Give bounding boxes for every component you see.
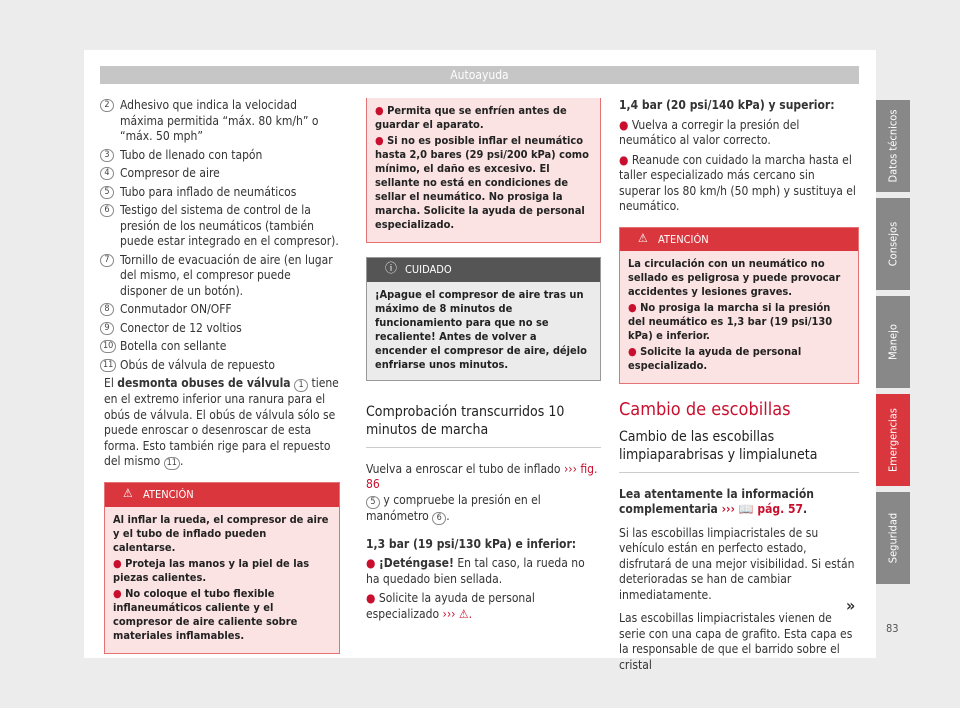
warning-bullet: ● Si no es posible inflar el neumático hasta 2,0 bares (29 psi/200 kPa) como mínimo, el daño es excesivo. El sellante no está en condiciones de sellar el neumático. No prosiga la marcha. Solicite la ayuda de personal especializado. bbox=[375, 134, 589, 231]
subheading: 1,4 bar (20 psi/140 kPa) y superior: bbox=[619, 98, 835, 112]
legend-item bbox=[104, 203, 340, 250]
legend-item bbox=[104, 98, 340, 145]
para-bold: desmonta obuses de válvula bbox=[117, 376, 291, 390]
legend-item bbox=[104, 185, 340, 201]
check-paragraph: Vuelva a enroscar el tubo de inflado ››› fig. 86 5 y compruebe la presión en el manómetro 6 . bbox=[366, 461, 598, 523]
legend-text: Testigo del sistema de control de la presión de los neumáticos (también puede estar integrado en el compresor). bbox=[120, 203, 339, 248]
legend-number: 9 bbox=[100, 322, 114, 335]
legend-number: 4 bbox=[100, 167, 114, 180]
tab-seguridad[interactable]: Seguridad bbox=[876, 492, 910, 584]
legend-text: Tubo para inflado de neumáticos bbox=[120, 184, 297, 199]
para-text: tiene en el extremo inferior una ranura para el obús de válvula. El obús de válvula sólo se puede enroscar o desenroscar de esta forma. Esto también rige para el repuesto del mismo bbox=[104, 376, 339, 468]
legend-text: Tornillo de evacuación de aire (en lugar del mismo, el compresor puede disponer de un botón). bbox=[120, 252, 333, 298]
warning-intro: La circulación con un neumático no sellado es peligrosa y puede provocar accidentes y lesiones graves. bbox=[628, 257, 841, 298]
lead-paragraph: Lea atentamente la información complementaria ››› 📖 pág. 57. bbox=[619, 486, 814, 516]
warning-box-continued bbox=[366, 98, 601, 243]
tab-manejo[interactable]: Manejo bbox=[876, 296, 910, 388]
caution-title: CUIDADO bbox=[405, 263, 452, 276]
legend-number: 7 bbox=[100, 254, 114, 267]
tab-emergencias[interactable]: Emergencias bbox=[876, 394, 910, 486]
section-title: Cambio de las escobillas limpiaparabrisas y limpialuneta bbox=[619, 428, 859, 473]
para-text: . bbox=[179, 454, 184, 468]
ref-number: 6 bbox=[432, 512, 446, 525]
caution-body: ¡Apague el compresor de aire tras un máximo de 8 minutos de funcionamiento para que no se recaliente! Antes de volver a encender el compresor de aire, déjelo enfriarse unos minutos. bbox=[367, 282, 600, 380]
warning-intro: Al inflar la rueda, el compresor de aire y el tubo de inflado pueden calentarse. bbox=[113, 512, 329, 554]
para-text: El bbox=[104, 376, 118, 390]
legend-item bbox=[104, 321, 340, 337]
column-1 bbox=[104, 98, 340, 654]
warning-header bbox=[620, 228, 858, 252]
legend-item bbox=[104, 339, 340, 355]
warning-link[interactable]: ››› ⚠. bbox=[442, 606, 472, 621]
warning-bullet: ● No prosiga la marcha si la presión del neumático es 1,3 bar (19 psi/130 kPa) e inferior. bbox=[628, 301, 833, 342]
chapter-title: Cambio de escobillas bbox=[619, 399, 791, 420]
legend-text: Conector de 12 voltios bbox=[120, 320, 242, 335]
page-link[interactable]: ››› 📖 pág. 57 bbox=[721, 502, 804, 516]
warning-title: ATENCIÓN bbox=[143, 488, 194, 501]
legend-text: Compresor de aire bbox=[120, 166, 220, 180]
ref-number: 1 bbox=[294, 379, 308, 392]
legend-number: 2 bbox=[100, 99, 114, 112]
warning-box bbox=[104, 482, 340, 654]
legend-item bbox=[104, 148, 340, 164]
body-paragraph: Si las escobillas limpiacristales de su vehículo están en perfecto estado, disfrutará de una mejor visibilidad. Si están deterioradas se han de cambiar inmediatamente. bbox=[619, 525, 855, 602]
caution-header bbox=[367, 258, 600, 282]
bullet-item: ● Reanude con cuidado la marcha hasta el taller especializado más cercano sin superar los 80 km/h (50 mph) y sustituya el neumático. bbox=[619, 152, 856, 213]
legend-item bbox=[104, 166, 340, 182]
warning-body bbox=[367, 98, 600, 242]
page-header: Autoayuda bbox=[100, 66, 859, 84]
legend-text: Obús de válvula de repuesto bbox=[120, 357, 275, 372]
legend-list bbox=[104, 98, 340, 373]
legend-item bbox=[104, 253, 340, 300]
section-title: Comprobación transcurridos 10 minutos de marcha bbox=[366, 403, 601, 448]
figure-link[interactable]: ››› fig. 86 bbox=[366, 461, 598, 491]
warning-icon: ⚠ bbox=[638, 230, 648, 245]
warning-bullet: ● Proteja las manos y la piel de las piezas calientes. bbox=[113, 556, 310, 584]
page-number: 83 bbox=[886, 622, 899, 635]
tab-consejos[interactable]: Consejos bbox=[876, 198, 910, 290]
ref-number: 11 bbox=[164, 457, 180, 470]
column-2 bbox=[366, 98, 601, 630]
tab-datos-tecnicos[interactable]: Datos técnicos bbox=[876, 100, 910, 192]
body-paragraph: Las escobillas limpiacristales vienen de serie con una capa de grafito. Esta capa es la responsable de que el barrido sobre el cristal bbox=[619, 611, 853, 672]
legend-text: Conmutador ON/OFF bbox=[120, 302, 232, 316]
legend-text: Botella con sellante bbox=[120, 339, 227, 353]
warning-body bbox=[105, 507, 339, 653]
legend-number: 11 bbox=[100, 359, 116, 372]
legend-number: 3 bbox=[100, 149, 114, 162]
warning-body bbox=[620, 251, 858, 383]
legend-number: 10 bbox=[100, 340, 116, 353]
bullet-item: ● Vuelva a corregir la presión del neumático al valor correcto. bbox=[619, 117, 800, 147]
ref-number: 5 bbox=[366, 496, 380, 509]
warning-title: ATENCIÓN bbox=[658, 232, 709, 246]
legend-item bbox=[104, 358, 340, 374]
warning-bullet: ● Solicite la ayuda de personal especializado. bbox=[628, 345, 802, 372]
valve-paragraph bbox=[104, 376, 340, 470]
warning-icon: ⚠ bbox=[123, 486, 133, 500]
legend-number: 6 bbox=[100, 204, 114, 217]
subheading: 1,3 bar (19 psi/130 kPa) e inferior: bbox=[366, 536, 577, 551]
legend-item bbox=[104, 302, 340, 318]
continue-mark: » bbox=[846, 596, 856, 615]
column-3 bbox=[619, 98, 859, 681]
legend-number: 8 bbox=[100, 303, 114, 316]
bullet-item: ● Solicite la ayuda de personal especializado ››› ⚠. bbox=[366, 591, 535, 621]
warning-box bbox=[619, 227, 859, 385]
warning-bullet: ● No coloque el tubo flexible inflaneumáticos caliente y el compresor de aire caliente sobre materiales inflamables. bbox=[113, 586, 298, 642]
bullet-item: ● ¡Deténgase! En tal caso, la rueda no ha quedado bien sellada. bbox=[366, 556, 585, 586]
caution-box bbox=[366, 257, 601, 381]
legend-text: Adhesivo que indica la velocidad máxima permitida “máx. 80 km/h” o “máx. 50 mph” bbox=[120, 98, 319, 143]
warning-header bbox=[105, 483, 339, 507]
legend-number: 5 bbox=[100, 186, 114, 199]
legend-text: Tubo de llenado con tapón bbox=[120, 147, 263, 162]
info-icon: ⓘ bbox=[385, 261, 398, 275]
warning-bullet: ● Permita que se enfríen antes de guardar el aparato. bbox=[375, 104, 567, 131]
